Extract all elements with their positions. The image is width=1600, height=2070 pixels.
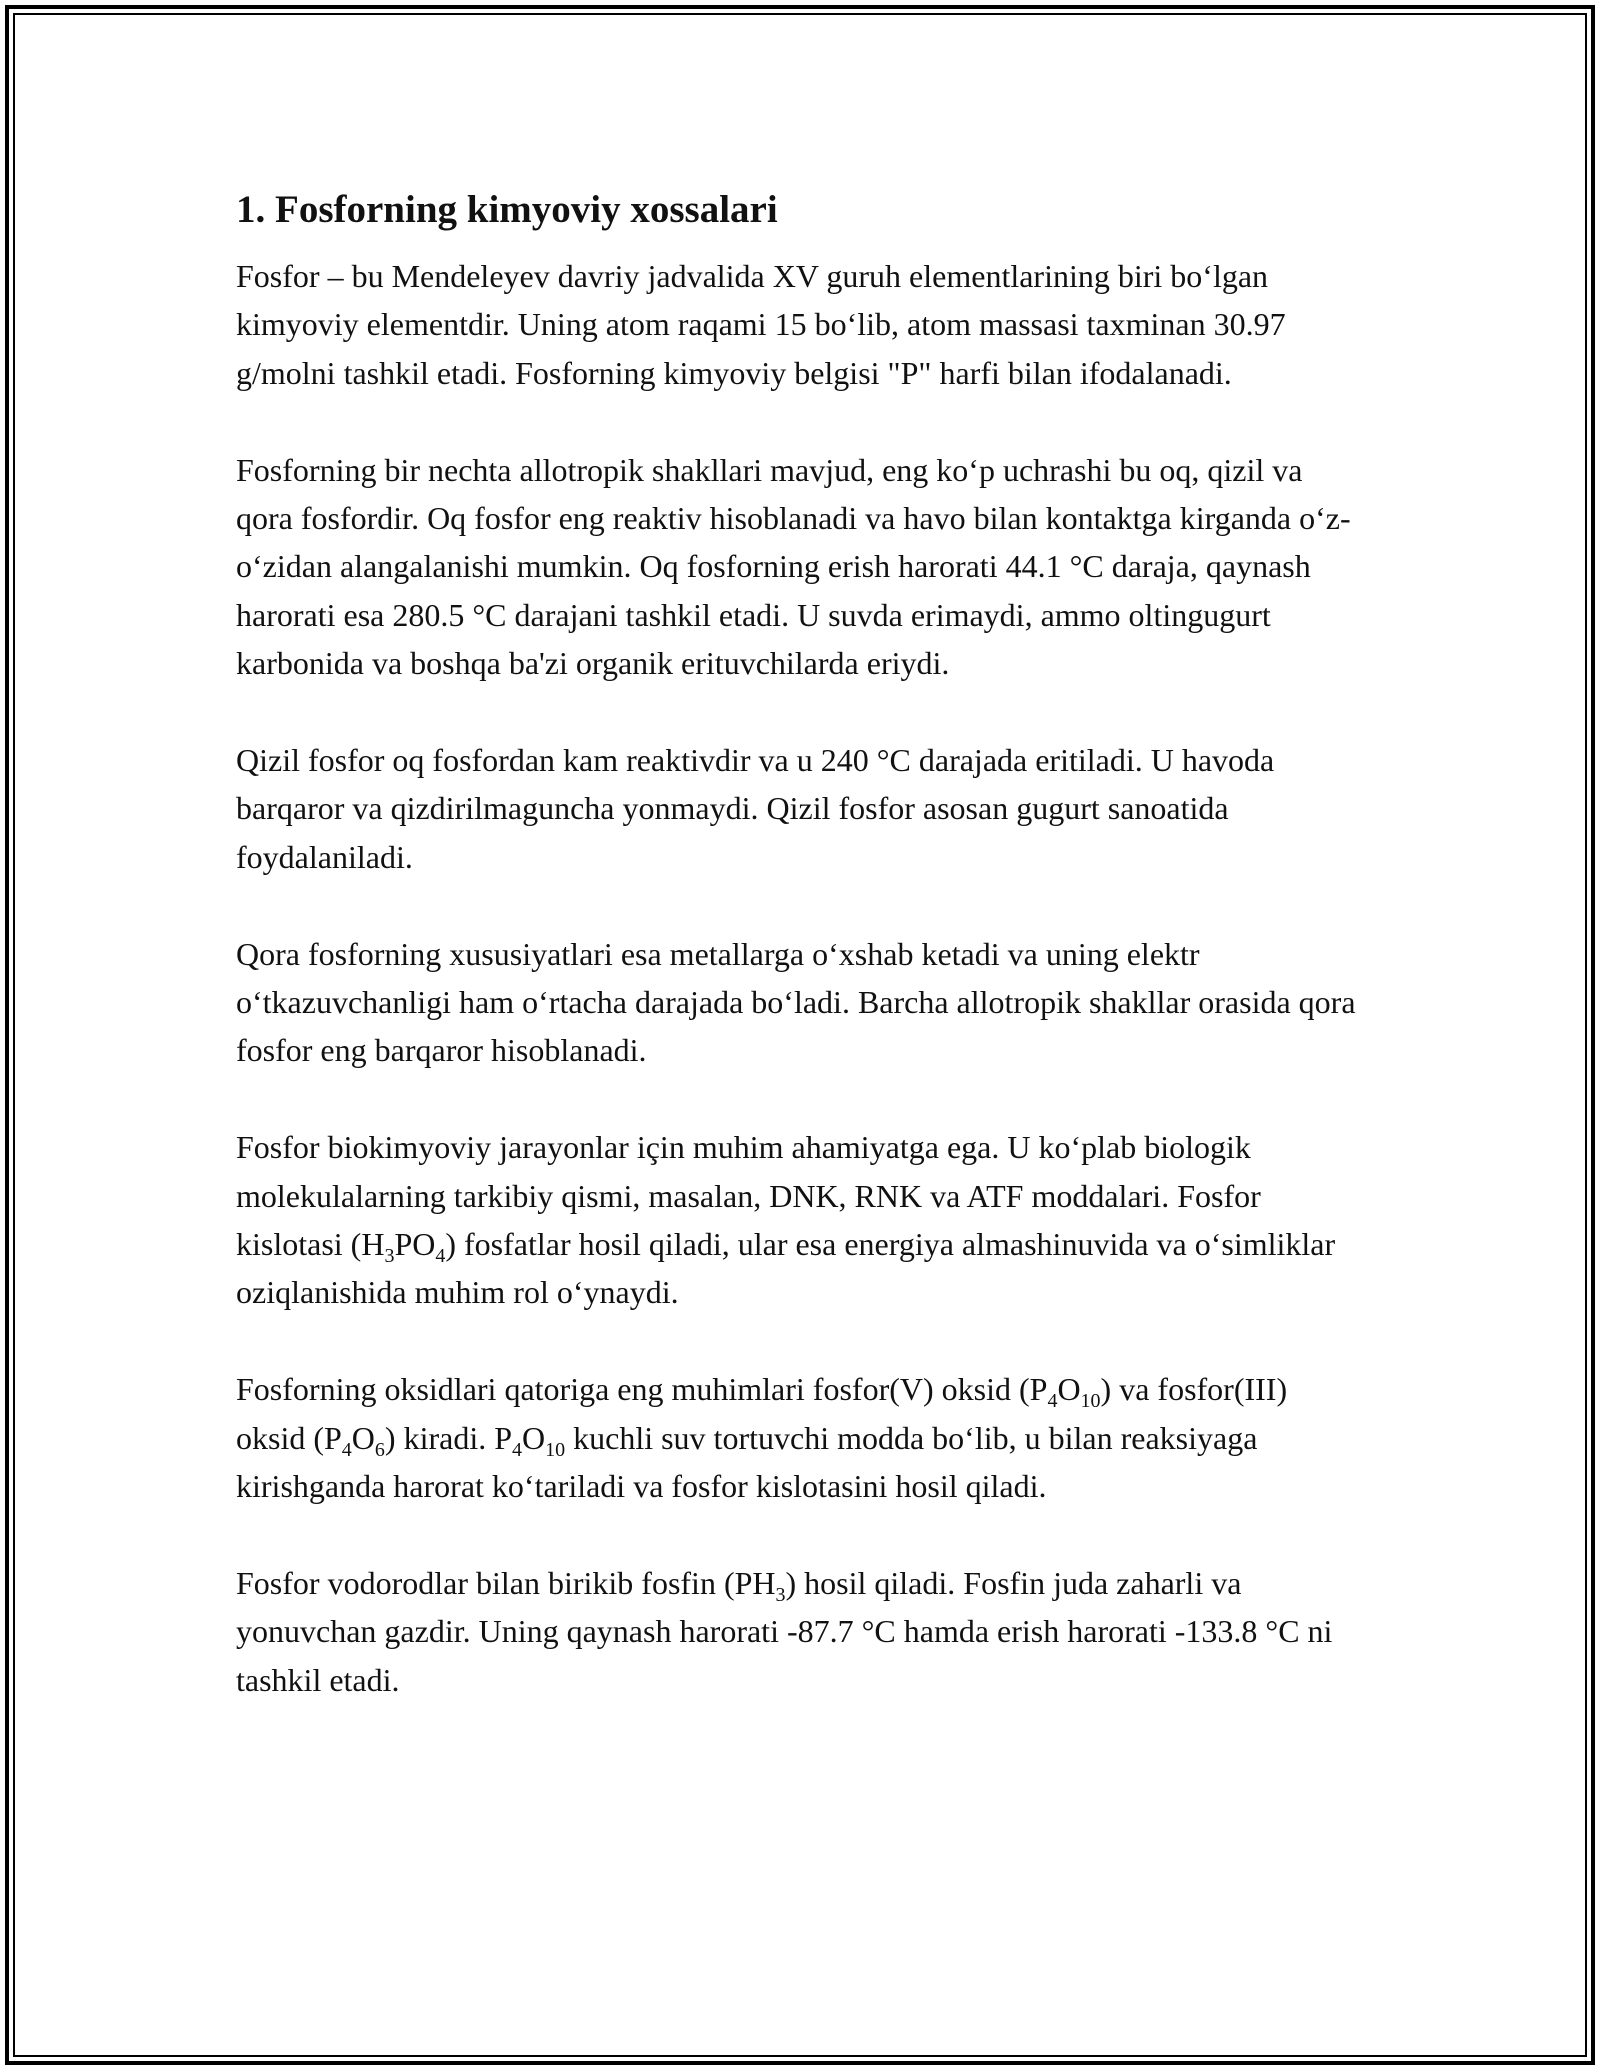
- subscript: 10: [545, 1438, 566, 1461]
- subscript: 4: [1047, 1390, 1058, 1413]
- paragraph-biochemistry: [236, 1123, 1356, 1317]
- paragraph-allotropes: Fosforning bir nechta allotropik shakllari mavjud, eng ko‘p uchrashi bu oq, qizil va qora fosfordir. Oq fosfor eng reaktiv hisoblanadi va havo bilan kontaktga kirganda o‘z-o‘zidan alangalanishi mumkin. Oq fosforning erish harorati 44.1 °C daraja, qaynash harorati esa 280.5 °C darajani tashkil etadi. U suvda erimaydi, ammo oltingugurt karbonida va boshqa ba'zi organik erituvchilarda eriydi.: [236, 451, 1351, 682]
- paragraph-red-phosphorus: Qizil fosfor oq fosfordan kam reaktivdir va u 240 °C darajada eritiladi. U havoda barqaror va qizdirilmaguncha yonmaydi. Qizil fosfor asosan gugurt sanoatida foydalaniladi.: [236, 742, 1275, 875]
- text-run: O: [1057, 1371, 1081, 1408]
- document-body: [236, 186, 1356, 1752]
- text-run: ) kiradi. P: [384, 1419, 512, 1456]
- subscript: 4: [435, 1245, 446, 1268]
- text-run: ) va fosfor(III) oksid (P: [236, 1371, 1288, 1456]
- text-run: ) fosfatlar hosil qiladi, ular esa energiya almashinuvida va o‘simliklar oziqlanishida muhim rol o‘ynaydi.: [236, 1226, 1336, 1311]
- paragraph-intro: Fosfor – bu Mendeleyev davriy jadvalida XV guruh elementlarining biri bo‘lgan kimyoviy elementdir. Uning atom raqami 15 bo‘lib, atom massasi taxminan 30.97 g/molni tashkil etadi. Fosforning kimyoviy belgisi "P" harfi bilan ifodalanadi.: [236, 258, 1286, 391]
- text-run: O: [351, 1419, 375, 1456]
- text-run: PO: [394, 1226, 436, 1263]
- text-run: Fosforning oksidlari qatoriga eng muhimlari fosfor(V) oksid (P: [236, 1371, 1048, 1408]
- subscript: 4: [341, 1438, 352, 1461]
- text-run: O: [522, 1419, 546, 1456]
- subscript: 10: [1080, 1390, 1101, 1413]
- paragraph-phosphine: [236, 1559, 1356, 1704]
- text-run: Fosfor biokimyoviy jarayonlar için muhim ahamiyatga ega. U ko‘plab biologik molekulalarning tarkibiy qismi, masalan, DNK, RNK va ATF moddalari. Fosfor kislotasi (H: [236, 1129, 1261, 1263]
- subscript: 4: [512, 1438, 522, 1461]
- text-run: ) hosil qiladi. Fosfin juda zaharli va yonuvchan gazdir. Uning qaynash harorati -87.7 °C hamda erish harorati -133.8 °C ni tashkil etadi.: [236, 1564, 1333, 1698]
- text-run: Fosfor vodorodlar bilan birikib fosfin (PH: [236, 1564, 776, 1601]
- section-heading: 1. Fosforning kimyoviy xossalari: [236, 188, 778, 231]
- paragraph-black-phosphorus: Qora fosforning xususiyatlari esa metallarga o‘xshab ketadi va uning elektr o‘tkazuvchanligi ham o‘rtacha darajada bo‘ladi. Barcha allotropik shakllar orasida qora fosfor eng barqaror hisoblanadi.: [236, 935, 1356, 1069]
- paragraph-oxides: [236, 1365, 1356, 1510]
- text-run: kuchli suv tortuvchi modda bo‘lib, u bilan reaksiyaga kirishganda harorat ko‘tariladi va fosfor kislotasini hosil qiladi.: [236, 1419, 1258, 1505]
- subscript: 3: [775, 1583, 786, 1606]
- subscript: 3: [384, 1245, 395, 1268]
- subscript: 6: [374, 1438, 385, 1461]
